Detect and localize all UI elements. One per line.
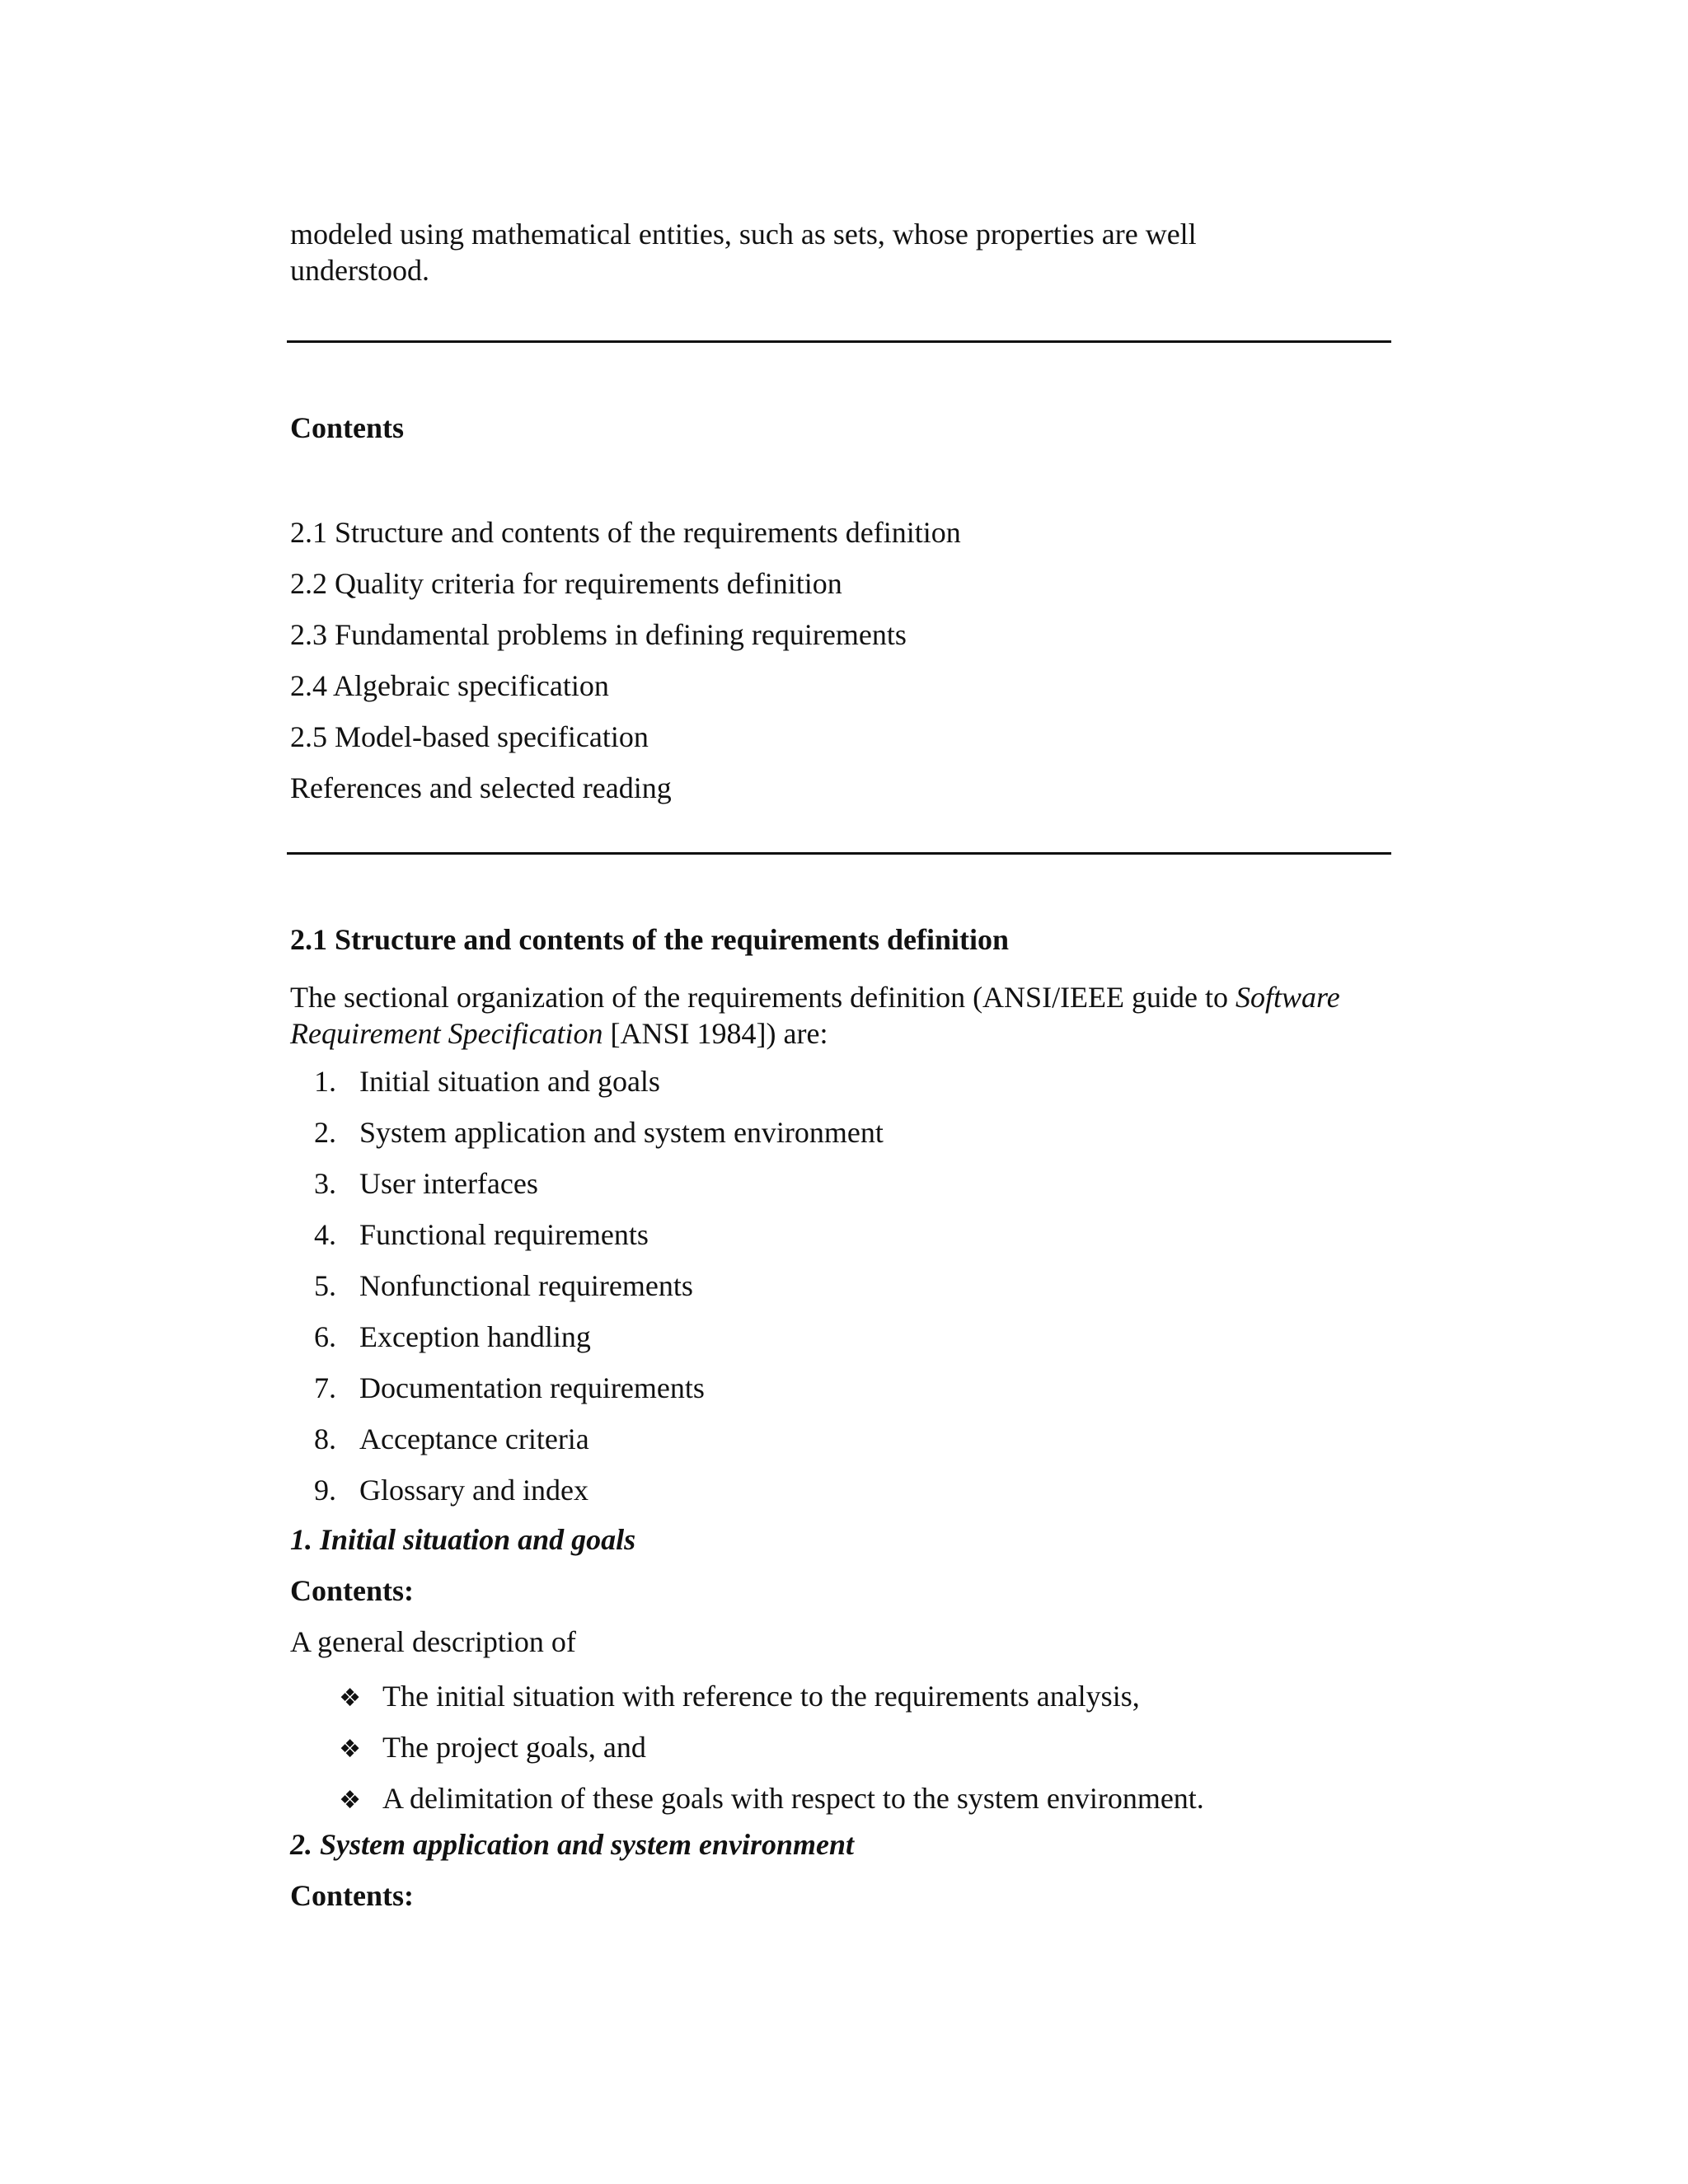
list-item-text: Glossary and index bbox=[359, 1474, 588, 1507]
list-number: 4. bbox=[314, 1218, 336, 1251]
list-item bbox=[290, 1063, 884, 1114]
list-item-text: Acceptance criteria bbox=[359, 1422, 589, 1455]
para-italic-title: Software bbox=[1236, 981, 1340, 1014]
section-paragraph-line-2 bbox=[290, 1015, 1395, 1052]
list-item-text: Nonfunctional requirements bbox=[359, 1269, 693, 1302]
diamond-bullet-icon: ❖ bbox=[339, 1684, 361, 1713]
section-paragraph-line-1 bbox=[290, 979, 1395, 1015]
toc-item: 2.3 Fundamental problems in defining requirements bbox=[290, 618, 907, 651]
list-number: 7. bbox=[314, 1371, 336, 1404]
section-paragraph bbox=[290, 979, 1395, 1052]
diamond-bullet-icon: ❖ bbox=[339, 1735, 361, 1764]
numbered-list bbox=[290, 1063, 884, 1523]
list-number: 2. bbox=[314, 1116, 336, 1149]
list-number: 1. bbox=[314, 1065, 336, 1098]
list-number: 6. bbox=[314, 1320, 336, 1353]
list-item bbox=[290, 1472, 884, 1523]
para-text: The sectional organization of the requirements definition (ANSI/IEEE guide to bbox=[290, 981, 1236, 1014]
list-item-text: A delimitation of these goals with respect to the system environment. bbox=[382, 1782, 1204, 1815]
toc-list bbox=[290, 514, 961, 821]
toc-item: 2.4 Algebraic specification bbox=[290, 669, 609, 702]
list-item bbox=[290, 1370, 884, 1421]
list-number: 8. bbox=[314, 1422, 336, 1455]
toc-item: 2.5 Model-based specification bbox=[290, 720, 649, 753]
subsection-intro-1: A general description of bbox=[290, 1625, 576, 1658]
list-item-text: The initial situation with reference to the requirements analysis, bbox=[382, 1680, 1140, 1713]
toc-item: 2.1 Structure and contents of the requirements definition bbox=[290, 516, 961, 549]
list-item-text: The project goals, and bbox=[382, 1731, 646, 1764]
list-item bbox=[290, 1114, 884, 1165]
list-item-text: Documentation requirements bbox=[359, 1371, 705, 1404]
intro-paragraph bbox=[290, 216, 1403, 288]
para-text: [ANSI 1984]) are: bbox=[603, 1017, 828, 1050]
toc-heading: Contents bbox=[290, 411, 405, 444]
list-item-text: Functional requirements bbox=[359, 1218, 649, 1251]
list-number: 9. bbox=[314, 1474, 336, 1507]
divider-top bbox=[287, 340, 1391, 343]
toc-item: 2.2 Quality criteria for requirements definition bbox=[290, 567, 842, 600]
list-item bbox=[290, 1268, 884, 1319]
list-item-text: Initial situation and goals bbox=[359, 1065, 660, 1098]
bullet-list bbox=[290, 1678, 1204, 1831]
list-item bbox=[290, 1780, 1204, 1831]
toc-item: References and selected reading bbox=[290, 771, 672, 804]
contents-label-1: Contents: bbox=[290, 1574, 414, 1607]
list-item-text: System application and system environment bbox=[359, 1116, 884, 1149]
diamond-bullet-icon: ❖ bbox=[339, 1786, 361, 1815]
list-item-text: User interfaces bbox=[359, 1167, 538, 1200]
list-number: 5. bbox=[314, 1269, 336, 1302]
list-item-text: Exception handling bbox=[359, 1320, 591, 1353]
list-item bbox=[290, 1421, 884, 1472]
para-italic-title: Requirement Specification bbox=[290, 1017, 603, 1050]
list-item bbox=[290, 1165, 884, 1216]
subsection-heading-2: 2. System application and system environment bbox=[290, 1828, 855, 1861]
intro-line-2: understood. bbox=[290, 254, 429, 287]
list-item bbox=[290, 1729, 1204, 1780]
divider-bottom bbox=[287, 852, 1391, 855]
list-item bbox=[290, 1216, 884, 1268]
section-heading: 2.1 Structure and contents of the requirements definition bbox=[290, 923, 1009, 956]
list-item bbox=[290, 1678, 1204, 1729]
contents-label-2: Contents: bbox=[290, 1879, 414, 1912]
list-number: 3. bbox=[314, 1167, 336, 1200]
list-item bbox=[290, 1319, 884, 1370]
subsection-heading-1: 1. Initial situation and goals bbox=[290, 1523, 636, 1556]
intro-line-1: modeled using mathematical entities, such as sets, whose properties are well bbox=[290, 218, 1197, 251]
